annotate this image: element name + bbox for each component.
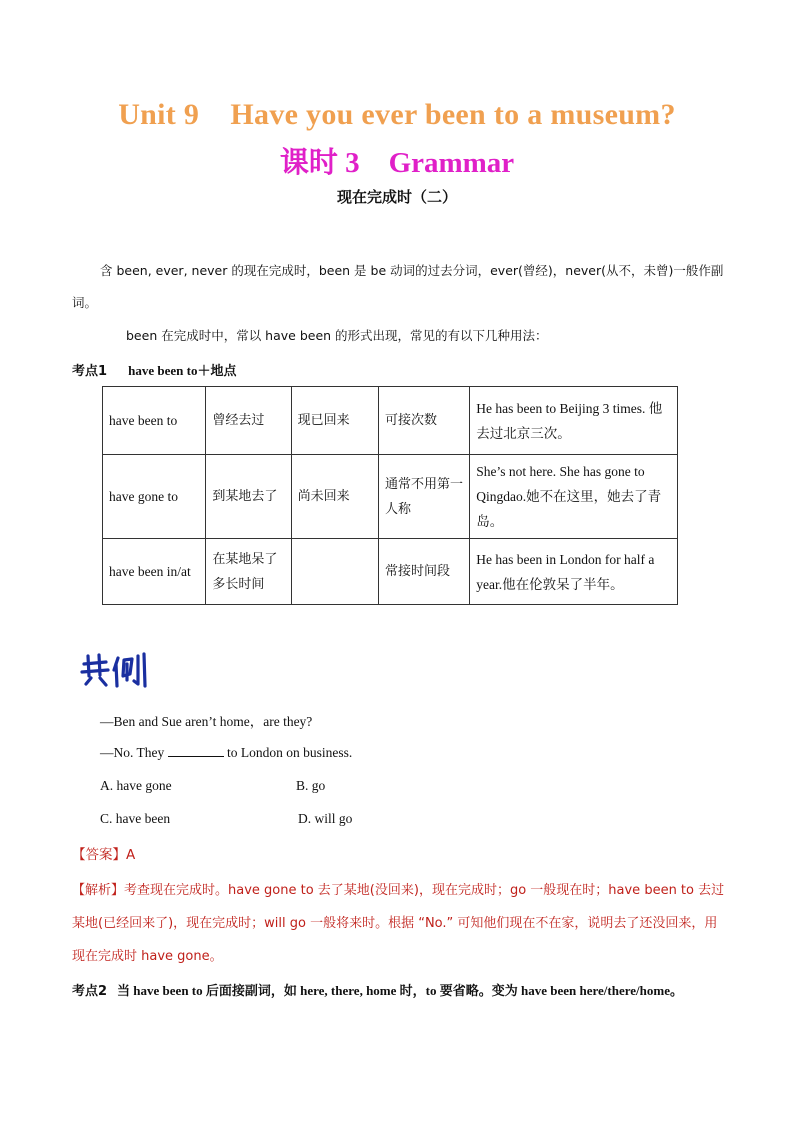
table-cell — [291, 539, 378, 605]
table-row — [103, 387, 678, 455]
table-cell: 通常不用第一人称 — [378, 455, 469, 539]
table-cell: 常接时间段 — [378, 539, 469, 605]
kaodian-1-text: have been to＋地点 — [128, 363, 237, 378]
example-logo-glyph — [78, 650, 150, 690]
table-cell: have been to — [103, 387, 206, 455]
section-subtitle: 现在完成时（二） — [336, 188, 457, 206]
unit-title: Unit 9 Have you ever been to a museum? — [118, 98, 676, 131]
table-cell: She’s not here. She has gone to Qingdao.她不在这里，她去了青岛。 — [470, 455, 678, 539]
answer-blank — [168, 744, 224, 757]
table-cell: 曾经去过 — [206, 387, 291, 455]
usage-table — [102, 386, 678, 605]
table-cell: 到某地去了 — [206, 455, 291, 539]
analysis-text: 考查现在完成时。have gone to 去了某地(没回来)，现在完成时；go 一般现在时；have been to 去过某地(已经回来了)，现在完成时；will go 一般将来时。根据 “No.” 可知他们现在不在家，说明去了还没回来，用现在完成时 have gone。 — [72, 883, 725, 964]
table-cell: 尚未回来 — [291, 455, 378, 539]
option-a: A. have gone — [100, 778, 172, 793]
table-row — [103, 539, 678, 605]
example-logo-icon — [78, 650, 150, 690]
table-cell: He has been to Beijing 3 times. 他去过北京三次。 — [470, 387, 678, 455]
table-cell: 在某地呆了多长时间 — [206, 539, 291, 605]
table-cell: 可接次数 — [378, 387, 469, 455]
intro-paragraph-2: been 在完成时中，常以 have been 的形式出现，常见的有以下几种用法： — [126, 328, 548, 343]
question-line-2 — [100, 744, 352, 761]
kaodian-1 — [72, 360, 236, 379]
kaodian-2 — [72, 980, 732, 999]
table-cell: have been in/at — [103, 539, 206, 605]
analysis-label: 【解析】 — [72, 883, 125, 898]
table-cell: 现已回来 — [291, 387, 378, 455]
intro-paragraph: 含 been, ever, never 的现在完成时，been 是 be 动词的过去分词，ever(曾经)，never(从不，未曾)一般作副词。 — [72, 263, 724, 310]
answer-label: 【答案】A — [72, 847, 136, 863]
option-b: B. go — [296, 778, 326, 793]
kaodian-1-label: 考点1 — [72, 364, 108, 379]
question-text-after: to London on business. — [223, 745, 353, 760]
table-cell: He has been in London for half a year.他在伦敦呆了半年。 — [470, 539, 678, 605]
question-line-1: —Ben and Sue aren’t home，are they? — [100, 714, 313, 729]
option-d: D. will go — [298, 811, 353, 826]
question-text-before: —No. They — [100, 745, 168, 760]
table-cell: have gone to — [103, 455, 206, 539]
lesson-title: 课时 3 Grammar — [279, 147, 515, 179]
kaodian-2-text: 当 have been to 后面接副词，如 here, there, home 时，to 要省略。变为 have been here/there/home。 — [117, 983, 683, 998]
table-row — [103, 455, 678, 539]
option-c: C. have been — [100, 811, 171, 826]
analysis-paragraph — [72, 874, 727, 973]
kaodian-2-label: 考点2 — [72, 984, 108, 999]
